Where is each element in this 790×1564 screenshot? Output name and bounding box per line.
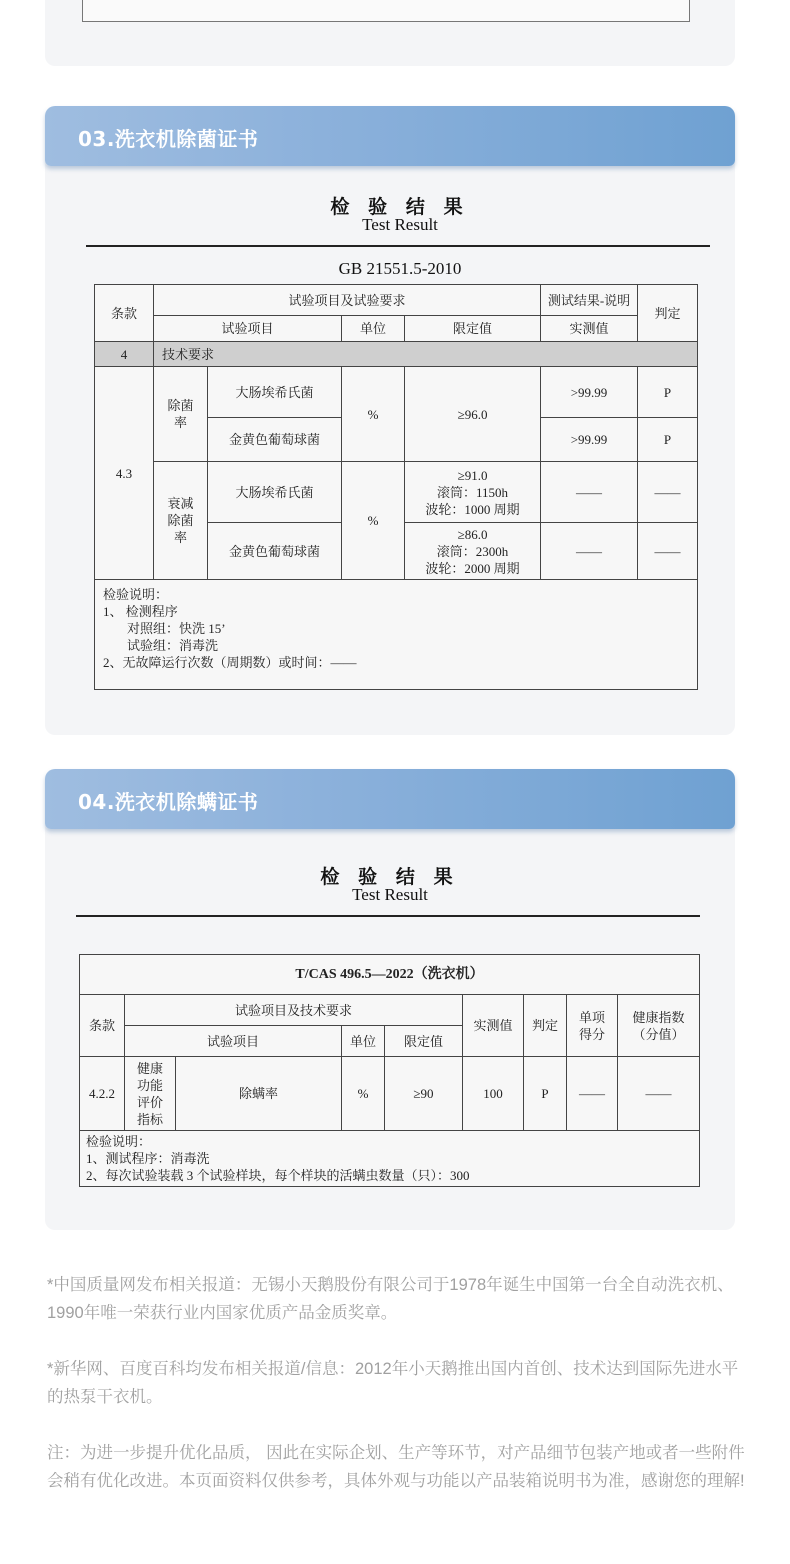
head-result-desc: 测试结果-说明	[541, 285, 638, 316]
m-score: ——	[567, 1057, 618, 1131]
m-head-limit: 限定值	[385, 1026, 463, 1057]
group2-value-1: ——	[541, 462, 638, 523]
m-head-single-score: 单项得分	[567, 995, 618, 1057]
cert4-title-en: Test Result	[352, 885, 428, 904]
previous-section-card	[45, 0, 735, 66]
group2-item-1: 大肠埃希氏菌	[208, 462, 342, 523]
head-items-req: 试验项目及试验要求	[154, 285, 541, 316]
clause-4-3: 4.3	[95, 367, 154, 580]
m-head-judge: 判定	[524, 995, 567, 1057]
section-03-header	[45, 106, 735, 166]
section-03-title: 03.洗衣机除菌证书	[78, 127, 259, 151]
group1-value-1: >99.99	[541, 367, 638, 418]
group1-judge-1: P	[638, 367, 698, 418]
title-rule	[86, 245, 710, 247]
sterilization-result-table	[94, 284, 698, 690]
sterilization-notes: 检验说明： 1、 检测程序 对照组：快洗 15’ 试验组：消毒洗 2、无故障运行次数（周期数）或时间：——	[95, 580, 698, 690]
mite-removal-certificate	[70, 850, 710, 930]
head-clause: 条款	[95, 285, 154, 342]
m-head-items-req: 试验项目及技术要求	[125, 995, 463, 1026]
section-04-header	[45, 769, 735, 829]
tech-clause: 4	[95, 342, 154, 367]
group1-unit: %	[342, 367, 405, 462]
group1-name: 除菌率	[154, 367, 208, 462]
m-unit: %	[342, 1057, 385, 1131]
m-category: 健康功能评价指标	[125, 1057, 176, 1131]
mite-notes: 检验说明： 1、测试程序：消毒洗 2、每次试验装载 3 个试验样块，每个样块的活螨虫数量（只）：300	[80, 1131, 700, 1187]
standard-number: GB 21551.5-2010	[338, 259, 462, 278]
m-limit: ≥90	[385, 1057, 463, 1131]
head-measured: 实测值	[541, 316, 638, 342]
title4-rule	[76, 915, 700, 917]
group2-unit: %	[342, 462, 405, 580]
group2-item-2: 金黄色葡萄球菌	[208, 523, 342, 580]
m-measured: 100	[463, 1057, 524, 1131]
group1-value-2: >99.99	[541, 418, 638, 462]
footnote-history: *中国质量网发布相关报道：无锡小天鹅股份有限公司于1978年诞生中国第一台全自动洗衣机、1990年唯一荣获行业内国家优质产品金质奖章。	[47, 1276, 734, 1322]
m-judge: P	[524, 1057, 567, 1131]
group2-judge-2: ——	[638, 523, 698, 580]
m-item: 除螨率	[176, 1057, 342, 1131]
group2-name: 衰减除菌率	[154, 462, 208, 580]
standard-row: T/CAS 496.5—2022（洗衣机）	[80, 955, 700, 995]
cert4-title-cn: 检 验 结 果	[320, 867, 460, 888]
cert-title-en: Test Result	[362, 215, 438, 234]
group1-limit: ≥96.0	[405, 367, 541, 462]
group2-limit-2: ≥86.0 滚筒：2300h 波轮：2000 周期	[405, 523, 541, 580]
m-head-health-index: 健康指数 （分值）	[618, 995, 700, 1057]
head-judge: 判定	[638, 285, 698, 342]
mite-result-table	[79, 954, 700, 1187]
m-clause: 4.2.2	[80, 1057, 125, 1131]
cert-title-cn: 检 验 结 果	[330, 197, 470, 218]
group1-judge-2: P	[638, 418, 698, 462]
m-head-unit: 单位	[342, 1026, 385, 1057]
group2-limit-1: ≥91.0 滚筒：1150h 波轮：1000 周期	[405, 462, 541, 523]
footnote-disclaimer: 注：为进一步提升优化品质， 因此在实际企划、生产等环节，对产品细节包装产地或者一些附件会稍有优化改进。本页面资料仅供参考，具体外观与功能以产品装箱说明书为准，感谢您的理解!	[47, 1444, 745, 1490]
group1-item-1: 大肠埃希氏菌	[208, 367, 342, 418]
group1-item-2: 金黄色葡萄球菌	[208, 418, 342, 462]
head-unit: 单位	[342, 316, 405, 342]
m-head-item: 试验项目	[125, 1026, 342, 1057]
footnote-heat-pump: *新华网、百度百科均发布相关报道/信息：2012年小天鹅推出国内首创、技术达到国际先进水平的热泵干衣机。	[47, 1360, 739, 1406]
section-04-title: 04.洗衣机除螨证书	[78, 790, 259, 814]
group2-value-2: ——	[541, 523, 638, 580]
m-index: ——	[618, 1057, 700, 1131]
head-item: 试验项目	[154, 316, 342, 342]
m-head-measured: 实测值	[463, 995, 524, 1057]
previous-document-frame	[82, 0, 690, 22]
m-head-clause: 条款	[80, 995, 125, 1057]
head-limit: 限定值	[405, 316, 541, 342]
group2-judge-1: ——	[638, 462, 698, 523]
tech-label: 技术要求	[154, 342, 698, 367]
